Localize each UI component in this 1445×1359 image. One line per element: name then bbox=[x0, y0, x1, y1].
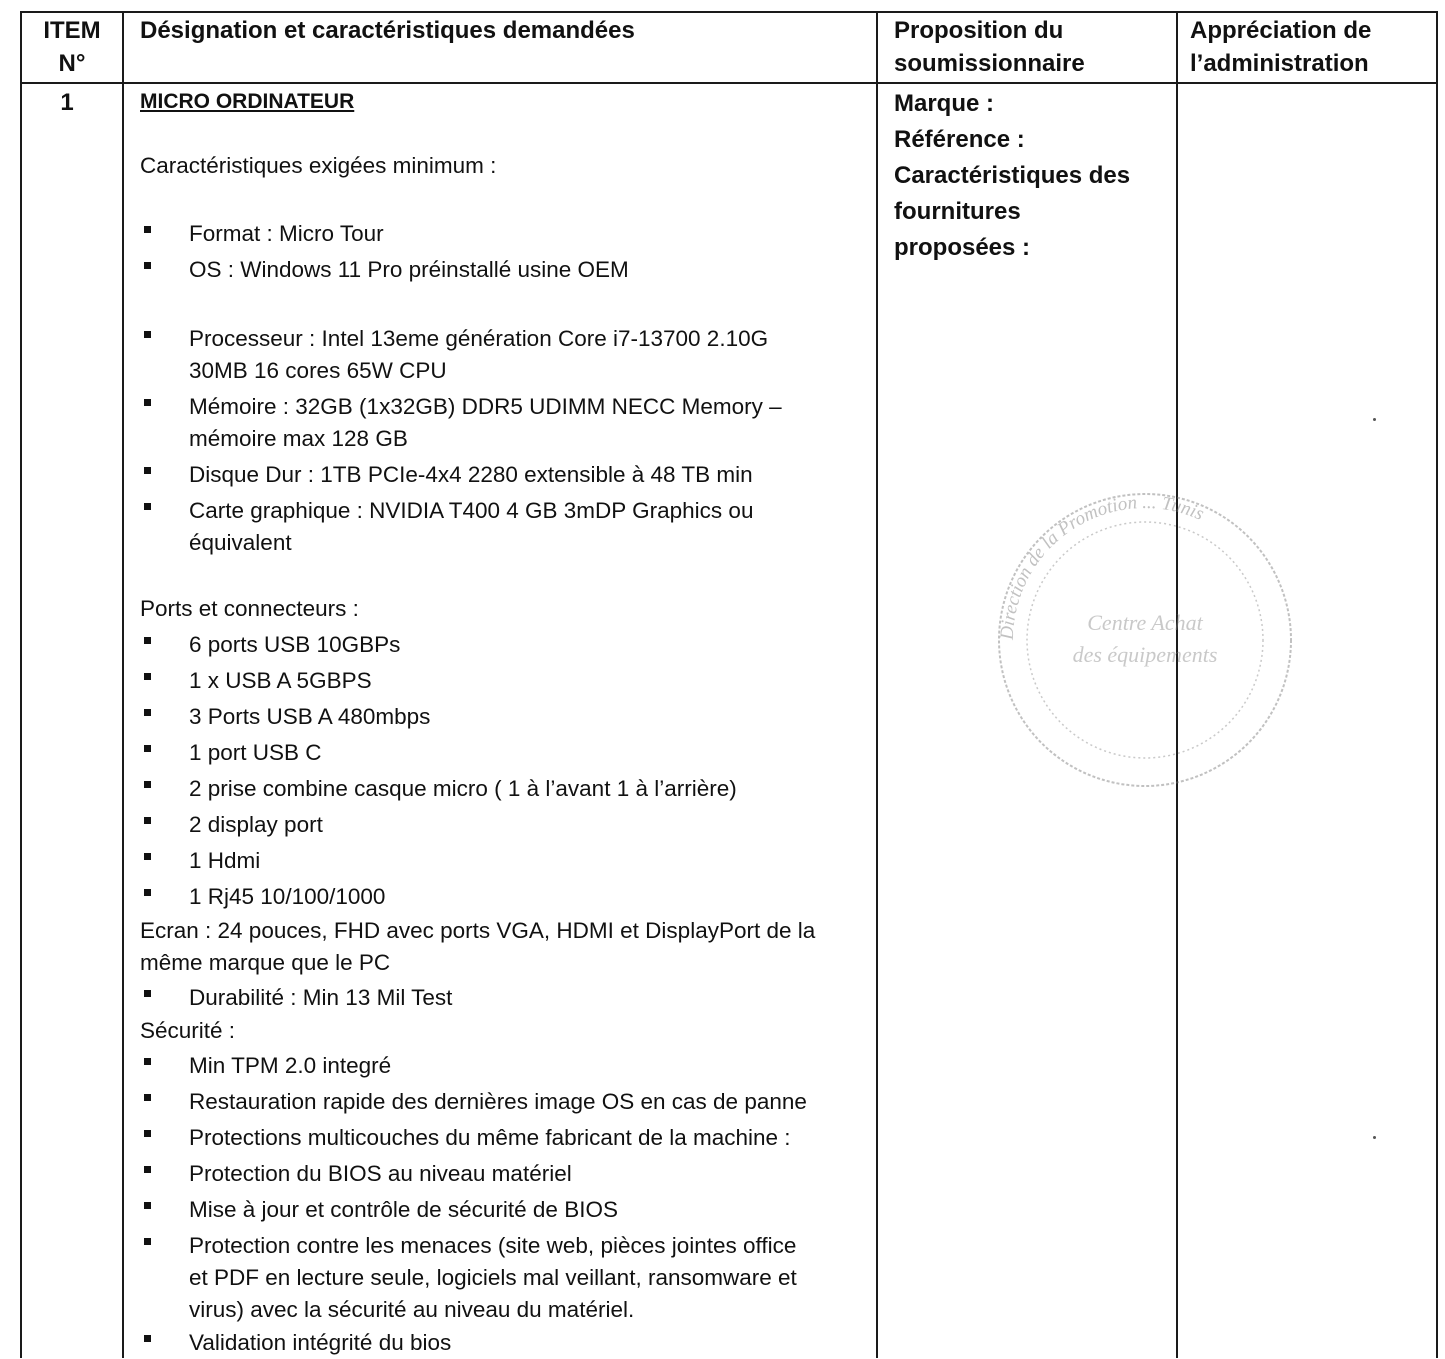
official-stamp bbox=[995, 490, 1295, 790]
header-proposition: Proposition du soumissionnaire bbox=[894, 17, 1085, 77]
column-divider-1 bbox=[122, 11, 124, 1358]
field-reference: Référence : bbox=[894, 126, 1025, 153]
bullet-icon bbox=[144, 1094, 151, 1101]
securite-item: Restauration rapide des dernières image OS en cas de panne bbox=[189, 1089, 807, 1114]
securite-item: Min TPM 2.0 integré bbox=[189, 1053, 392, 1078]
field-caracteristiques: Caractéristiques des bbox=[894, 162, 1131, 189]
bullet-icon bbox=[144, 1130, 151, 1137]
bullet-icon bbox=[144, 781, 151, 788]
table-border-top bbox=[20, 11, 1438, 13]
spec-disk: Disque Dur : 1TB PCIe-4x4 2280 extensible à 48 TB min bbox=[189, 462, 753, 487]
port-item: 1 port USB C bbox=[189, 740, 322, 765]
bullet-icon bbox=[144, 990, 151, 997]
ecran-spec: Ecran : 24 pouces, FHD avec ports VGA, HDMI et DisplayPort de la même marque que le PC bbox=[140, 918, 816, 975]
header-appreciation: Appréciation de l’administration bbox=[1190, 17, 1372, 77]
bullet-icon bbox=[144, 399, 151, 406]
item-number: 1 bbox=[60, 89, 74, 116]
svg-text:Direction de la Promotion ...: Direction de la Promotion ... Tunis bbox=[996, 491, 1207, 641]
securite-item: Protections multicouches du même fabricant de la machine : bbox=[189, 1125, 791, 1150]
scan-speck bbox=[1373, 1136, 1376, 1139]
bullet-icon bbox=[144, 503, 151, 510]
bullet-icon bbox=[144, 262, 151, 269]
bullet-icon bbox=[144, 853, 151, 860]
port-item: 1 Rj45 10/100/1000 bbox=[189, 884, 386, 909]
bullet-icon bbox=[144, 889, 151, 896]
header-row-divider bbox=[20, 82, 1438, 84]
securite-heading: Sécurité : bbox=[140, 1018, 236, 1043]
spec-processor: Processeur : Intel 13eme génération Core i7-13700 2.10G 30MB 16 cores 65W CPU bbox=[189, 326, 769, 383]
ports-heading: Ports et connecteurs : bbox=[140, 596, 359, 621]
port-item: 6 ports USB 10GBPs bbox=[189, 632, 401, 657]
bullet-icon bbox=[144, 1058, 151, 1065]
scan-speck bbox=[1373, 418, 1376, 421]
bullet-icon bbox=[144, 1202, 151, 1209]
port-item: 3 Ports USB A 480mbps bbox=[189, 704, 431, 729]
port-item: 1 x USB A 5GBPS bbox=[189, 668, 372, 693]
header-item-number: ITEM N° bbox=[43, 17, 101, 77]
column-divider-2 bbox=[876, 11, 878, 1358]
proposition-fields bbox=[894, 86, 1130, 266]
bullet-icon bbox=[144, 331, 151, 338]
bullet-icon bbox=[144, 673, 151, 680]
securite-item: Protection contre les menaces (site web, pièces jointes office et PDF en lecture seule, logiciels mal veillant, ransomware et virus) avec la sécurité au niveau du matériel. bbox=[189, 1233, 797, 1322]
spec-graphics: Carte graphique : NVIDIA T400 4 GB 3mDP Graphics ou équivalent bbox=[189, 498, 754, 555]
spec-memory: Mémoire : 32GB (1x32GB) DDR5 UDIMM NECC Memory – mémoire max 128 GB bbox=[189, 394, 782, 451]
bullet-icon bbox=[144, 1335, 151, 1342]
requirements-intro: Caractéristiques exigées minimum : bbox=[140, 153, 497, 178]
field-fournitures: fournitures bbox=[894, 198, 1021, 225]
bullet-icon bbox=[144, 226, 151, 233]
bullet-icon bbox=[144, 745, 151, 752]
port-item: 1 Hdmi bbox=[189, 848, 261, 873]
durabilite-spec: Durabilité : Min 13 Mil Test bbox=[189, 985, 453, 1010]
field-proposees: proposées : bbox=[894, 234, 1031, 261]
port-item: 2 prise combine casque micro ( 1 à l’avant 1 à l’arrière) bbox=[189, 776, 737, 801]
securite-item: Validation intégrité du bios bbox=[189, 1330, 452, 1355]
field-marque: Marque : bbox=[894, 90, 995, 117]
svg-text:des équipements: des équipements bbox=[1072, 642, 1218, 667]
table-border-right bbox=[1436, 11, 1438, 1358]
bullet-icon bbox=[144, 817, 151, 824]
port-item: 2 display port bbox=[189, 812, 323, 837]
bullet-icon bbox=[144, 637, 151, 644]
securite-item: Protection du BIOS au niveau matériel bbox=[189, 1161, 572, 1186]
bullet-icon bbox=[144, 709, 151, 716]
header-designation: Désignation et caractéristiques demandées bbox=[140, 17, 635, 44]
spec-os: OS : Windows 11 Pro préinstallé usine OEM bbox=[189, 257, 629, 282]
bullet-icon bbox=[144, 467, 151, 474]
securite-item: Mise à jour et contrôle de sécurité de BIOS bbox=[189, 1197, 618, 1222]
table-border-left bbox=[20, 11, 22, 1358]
svg-text:Centre Achat: Centre Achat bbox=[1087, 610, 1203, 635]
spec-format: Format : Micro Tour bbox=[189, 221, 384, 246]
item-title: MICRO ORDINATEUR bbox=[140, 90, 355, 113]
bullet-icon bbox=[144, 1166, 151, 1173]
bullet-icon bbox=[144, 1238, 151, 1245]
